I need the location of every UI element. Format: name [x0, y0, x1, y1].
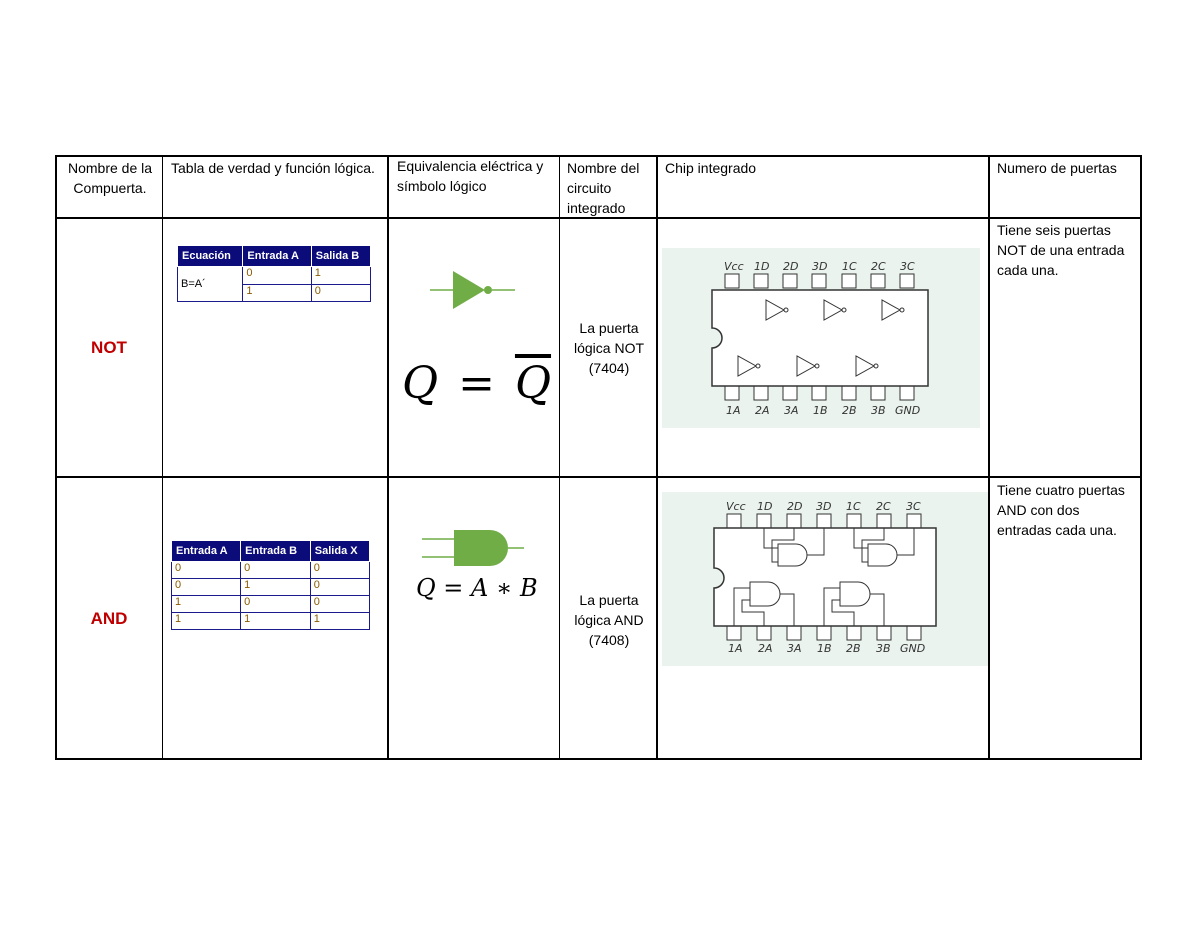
- pin-label: 1B: [817, 642, 832, 655]
- header-truth-table: Tabla de verdad y función lógica.: [171, 160, 375, 176]
- pin-label: 1D: [757, 500, 773, 513]
- tt-cell: 0: [241, 596, 311, 613]
- and-formula: Q = A ∗ B: [416, 574, 538, 602]
- tt-header: Entrada A: [172, 541, 241, 562]
- gate-count-not: Tiene seis puertas NOT de una entrada cada una.: [997, 222, 1125, 278]
- pin-label: 2D: [787, 500, 803, 513]
- table-row: [172, 579, 370, 596]
- header-gate-count: Numero de puertas: [997, 160, 1117, 176]
- pin-label: 2D: [783, 260, 799, 273]
- pin-label: 2B: [842, 404, 857, 417]
- tt-cell: 0: [311, 284, 370, 302]
- table-border-left: [55, 155, 57, 760]
- chip-7408-diagram: [662, 492, 988, 666]
- gate-name-and: AND: [90, 609, 128, 628]
- header-gate-name: Nombre de la Compuerta.: [67, 160, 153, 196]
- tt-header: Ecuación: [178, 246, 243, 267]
- truth-table-and: [171, 540, 370, 630]
- tt-cell: 1: [241, 613, 311, 630]
- tt-cell: 0: [310, 562, 369, 579]
- tt-cell: 1: [172, 613, 241, 630]
- pin-label: 3B: [871, 404, 886, 417]
- pin-label: 3D: [812, 260, 828, 273]
- not-gate-symbol-icon: [425, 265, 520, 315]
- formula-q-bar: $\overline{Q}$: [514, 358, 552, 409]
- pin-label: 1C: [842, 260, 857, 273]
- col-divider-2: [387, 155, 389, 760]
- chip-7404-diagram: [662, 248, 980, 428]
- table-border-bottom: [55, 758, 1142, 760]
- pin-label: 3B: [876, 642, 891, 655]
- formula-q: Q: [402, 358, 439, 409]
- pin-label: 3D: [816, 500, 832, 513]
- tt-equation: B=A´: [178, 267, 243, 302]
- and-gate-symbol-icon: [420, 525, 530, 571]
- tt-header: Salida X: [310, 541, 369, 562]
- col-divider-1: [162, 155, 163, 760]
- tt-header: Salida B: [311, 246, 370, 267]
- tt-cell: 0: [241, 562, 311, 579]
- col-divider-3: [559, 155, 560, 760]
- pin-label: 2C: [871, 260, 886, 273]
- pin-label: 2A: [758, 642, 773, 655]
- header-chip: Chip integrado: [665, 160, 757, 176]
- ic-name-not: La puerta lógica NOT (7404): [573, 320, 645, 376]
- pin-label: 1A: [728, 642, 743, 655]
- pin-label: 3C: [906, 500, 921, 513]
- tt-cell: 1: [243, 284, 311, 302]
- pin-label: 3C: [900, 260, 915, 273]
- table-row: [172, 613, 370, 630]
- table-border-top: [55, 155, 1142, 157]
- header-electrical-equivalence: Equivalencia eléctrica y símbolo lógico: [397, 158, 544, 194]
- header-ic-name: Nombre del circuito integrado: [567, 160, 640, 216]
- pin-label: Vcc: [724, 260, 744, 273]
- tt-cell: 0: [310, 596, 369, 613]
- pin-label: 2B: [846, 642, 861, 655]
- pin-label: GND: [900, 642, 926, 655]
- tt-cell: 0: [310, 579, 369, 596]
- not-formula: [402, 356, 551, 412]
- pin-label: GND: [895, 404, 921, 417]
- pin-label: 2C: [876, 500, 891, 513]
- pin-label: Vcc: [726, 500, 746, 513]
- table-row: [172, 562, 370, 579]
- tt-cell: 0: [243, 267, 311, 285]
- table-row: [178, 267, 371, 285]
- pin-label: 1C: [846, 500, 861, 513]
- pin-label: 3A: [784, 404, 799, 417]
- truth-table-not: [177, 245, 371, 302]
- formula-equals: =: [458, 358, 495, 409]
- table-row: [178, 246, 371, 267]
- tt-cell: 0: [172, 579, 241, 596]
- tt-header: Entrada B: [241, 541, 311, 562]
- pin-label: 3A: [787, 642, 802, 655]
- pin-label: 1D: [754, 260, 770, 273]
- table-row: [172, 541, 370, 562]
- tt-cell: 1: [310, 613, 369, 630]
- tt-cell: 1: [311, 267, 370, 285]
- ic-name-and: La puerta lógica AND (7408): [574, 592, 644, 648]
- pin-label: 1B: [813, 404, 828, 417]
- tt-header: Entrada A: [243, 246, 311, 267]
- pin-label: 1A: [726, 404, 741, 417]
- tt-cell: 1: [241, 579, 311, 596]
- table-row-divider: [55, 476, 1142, 478]
- pin-label: 2A: [755, 404, 770, 417]
- tt-cell: 0: [172, 562, 241, 579]
- chip-7408-icon: [662, 492, 988, 666]
- table-border-right: [1140, 155, 1142, 760]
- gate-count-and: Tiene cuatro puertas AND con dos entradas cada una.: [997, 482, 1125, 538]
- col-divider-5: [988, 155, 990, 760]
- table-row: [172, 596, 370, 613]
- chip-7404-icon: [662, 248, 980, 428]
- col-divider-4: [656, 155, 658, 760]
- gate-name-not: NOT: [91, 338, 127, 357]
- tt-cell: 1: [172, 596, 241, 613]
